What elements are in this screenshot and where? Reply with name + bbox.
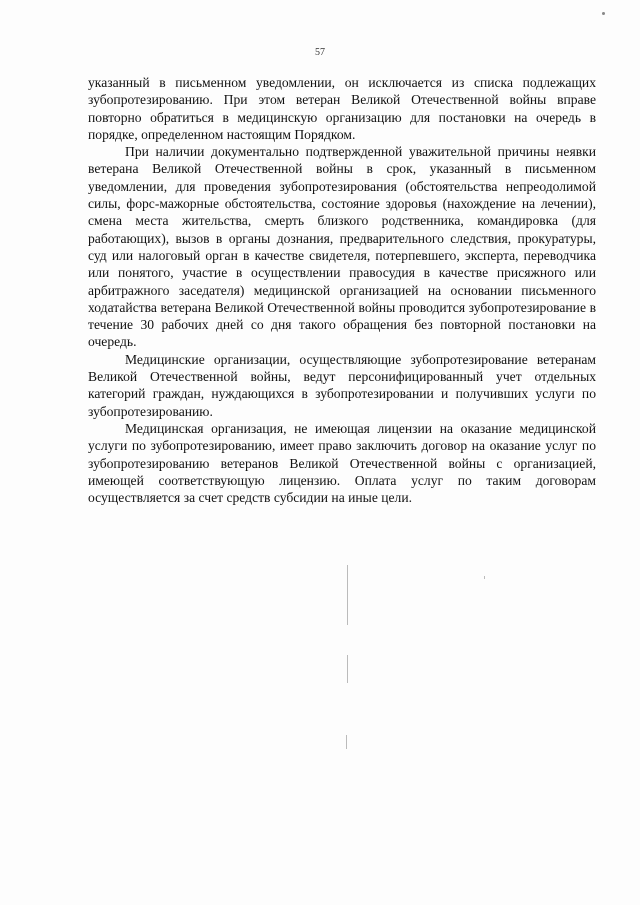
scan-artifact [347, 565, 348, 625]
paragraph-3: Медицинские организации, осуществляющие зубопротезирование ветеранам Великой Отечественной войны, ведут персонифицированный учет отдельных категорий граждан, нуждающихся в зубопротезировании и получивших услуги по зубопротезированию. [88, 351, 596, 419]
scan-artifact [602, 12, 605, 15]
paragraph-1: указанный в письменном уведомлении, он исключается из списка подлежащих зубопротезированию. При этом ветеран Великой Отечественной войны вправе повторно обратиться в медицинскую организацию для постановки на очередь в порядке, определенном настоящим Порядком. [88, 75, 596, 142]
document-body [88, 74, 596, 506]
scan-artifact [347, 655, 348, 683]
scan-artifact [346, 735, 347, 749]
paragraph-4: Медицинская организация, не имеющая лицензии на оказание медицинской услуги по зубопротезированию, имеет право заключить договор на оказание услуг по зубопротезированию ветеранов Великой Отечественной войны с организацией, имеющей соответствующую лицензию. Оплата услуг по таким договорам осуществляется за счет средств субсидии на иные цели. [88, 420, 596, 506]
page-number: 57 [315, 47, 325, 58]
paragraph-2: При наличии документально подтвержденной уважительной причины неявки ветерана Великой Отечественной войны в срок, указанный в письменном уведомлении, для проведения зубопротезирования (обстоятельства непреодолимой силы, форс-мажорные обстоятельства, состояние здоровья (нахождение на лечении), смена места жительства, смерть близкого родственника, командировка (для работающих), вызов в органы дознания, предварительного следствия, прокуратуры, суд или налоговый орган в качестве свидетеля, потерпевшего, эксперта, переводчика или понятого, участие в осуществлении правосудия в качестве присяжного или арбитражного заседателя) медицинской организацией на основании письменного ходатайства ветерана Великой Отечественной войны проводится зубопротезирование в течение 30 рабочих дней со дня такого обращения без повторной постановки на очередь. [88, 144, 596, 350]
scan-artifact [484, 576, 485, 579]
